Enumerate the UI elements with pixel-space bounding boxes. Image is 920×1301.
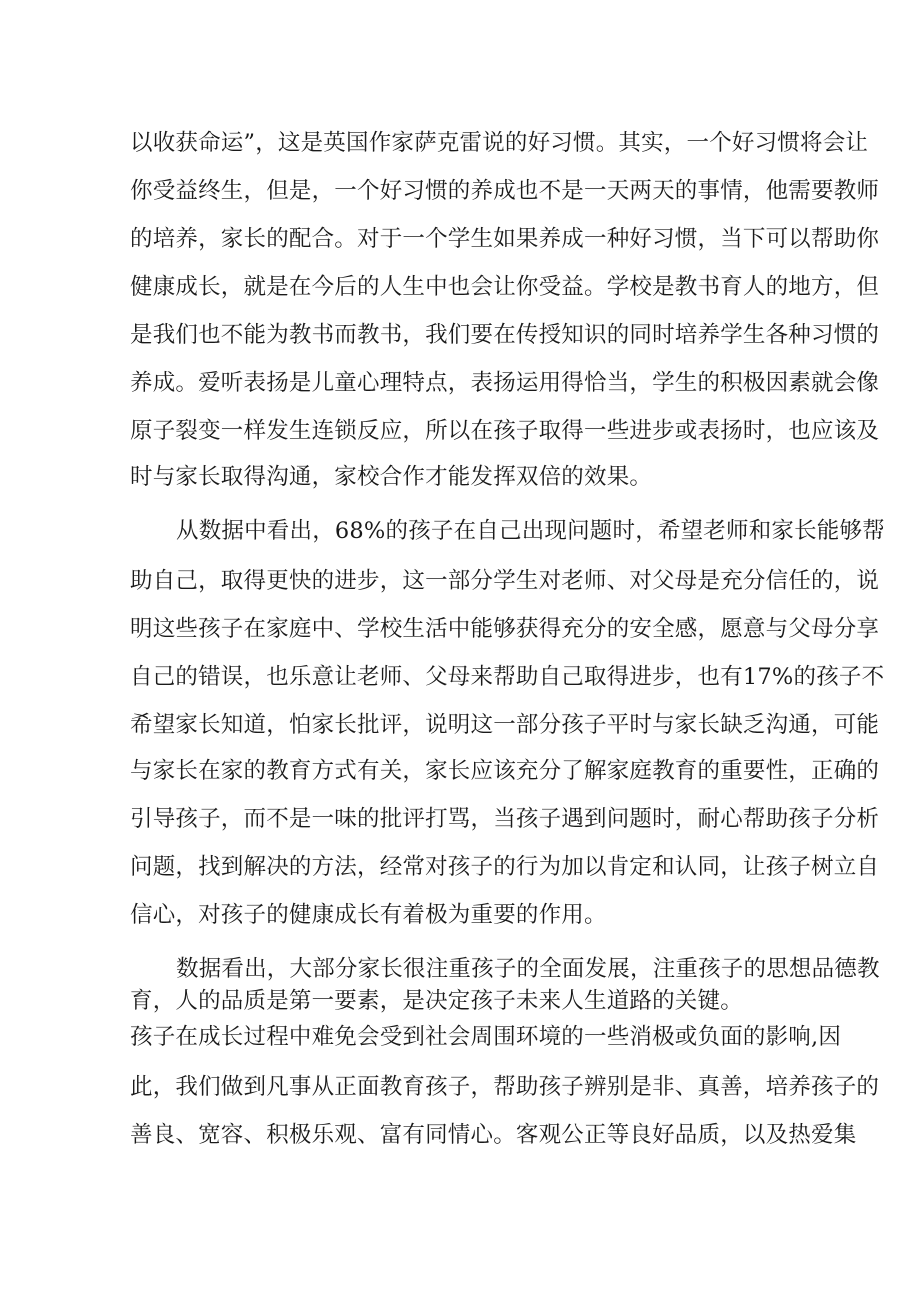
- paragraph-2-line-8: 问题，找到解决的方法，经常对孩子的行为加以肯定和认同，让孩子树立自: [130, 854, 880, 880]
- paragraph-1-line-1: 以收获命运”，这是英国作家萨克雷说的好习惯。其实，一个好习惯将会让: [130, 130, 869, 156]
- paragraph-3-line-2: 育，人的品质是第一要素，是决定孩子未来人生道路的关键。: [130, 988, 743, 1014]
- paragraph-1-line-6: 养成。爱听表扬是儿童心理特点，表扬运用得恰当，学生的积极因素就会像: [130, 370, 880, 396]
- paragraph-2-line-3: 明这些孩子在家庭中、学校生活中能够获得充分的安全感，愿意与父母分享: [130, 616, 880, 642]
- paragraph-4-line-3: 善良、宽容、积极乐观、富有同情心。客观公正等良好品质，以及热爱集: [130, 1122, 857, 1148]
- paragraph-1-line-5: 是我们也不能为教书而教书，我们要在传授知识的同时培养学生各种习惯的: [130, 322, 880, 348]
- paragraph-2-line-5: 希望家长知道，怕家长批评，说明这一部分孩子平时与家长缺乏沟通，可能: [130, 712, 880, 738]
- paragraph-1-line-2: 你受益终生，但是，一个好习惯的养成也不是一天两天的事情，他需要教师: [130, 178, 880, 204]
- paragraph-3-line-1: 数据看出，大部分家长很注重孩子的全面发展，注重孩子的思想品德教: [176, 956, 880, 982]
- paragraph-2-line-9: 信心，对孩子的健康成长有着极为重要的作用。: [130, 902, 607, 928]
- paragraph-1-line-4: 健康成长，就是在今后的人生中也会让你受益。学校是教书育人的地方，但: [130, 274, 880, 300]
- paragraph-1-line-7: 原子裂变一样发生连锁反应，所以在孩子取得一些进步或表扬时，也应该及: [130, 418, 880, 444]
- paragraph-2-line-6: 与家长在家的教育方式有关，家长应该充分了解家庭教育的重要性，正确的: [130, 758, 880, 784]
- paragraph-2-line-1: 从数据中看出，68%的孩子在自己出现问题时，希望老师和家长能够帮: [176, 518, 885, 544]
- paragraph-2-line-7: 引导孩子，而不是一味的批评打骂，当孩子遇到问题时，耐心帮助孩子分析: [130, 806, 880, 832]
- paragraph-4-line-1: 孩子在成长过程中难免会受到社会周围环境的一些消极或负面的影响,因: [130, 1024, 842, 1050]
- paragraph-1-line-8: 时与家长取得沟通，家校合作才能发挥双倍的效果。: [130, 464, 653, 490]
- paragraph-1-line-3: 的培养，家长的配合。对于一个学生如果养成一种好习惯，当下可以帮助你: [130, 226, 880, 252]
- paragraph-4-line-2: 此，我们做到凡事从正面教育孩子，帮助孩子辨别是非、真善，培养孩子的: [130, 1074, 880, 1100]
- paragraph-2-line-2: 助自己，取得更快的进步，这一部分学生对老师、对父母是充分信任的，说: [130, 568, 880, 594]
- paragraph-2-line-4: 自己的错误，也乐意让老师、父母来帮助自己取得进步，也有17%的孩子不: [130, 664, 885, 690]
